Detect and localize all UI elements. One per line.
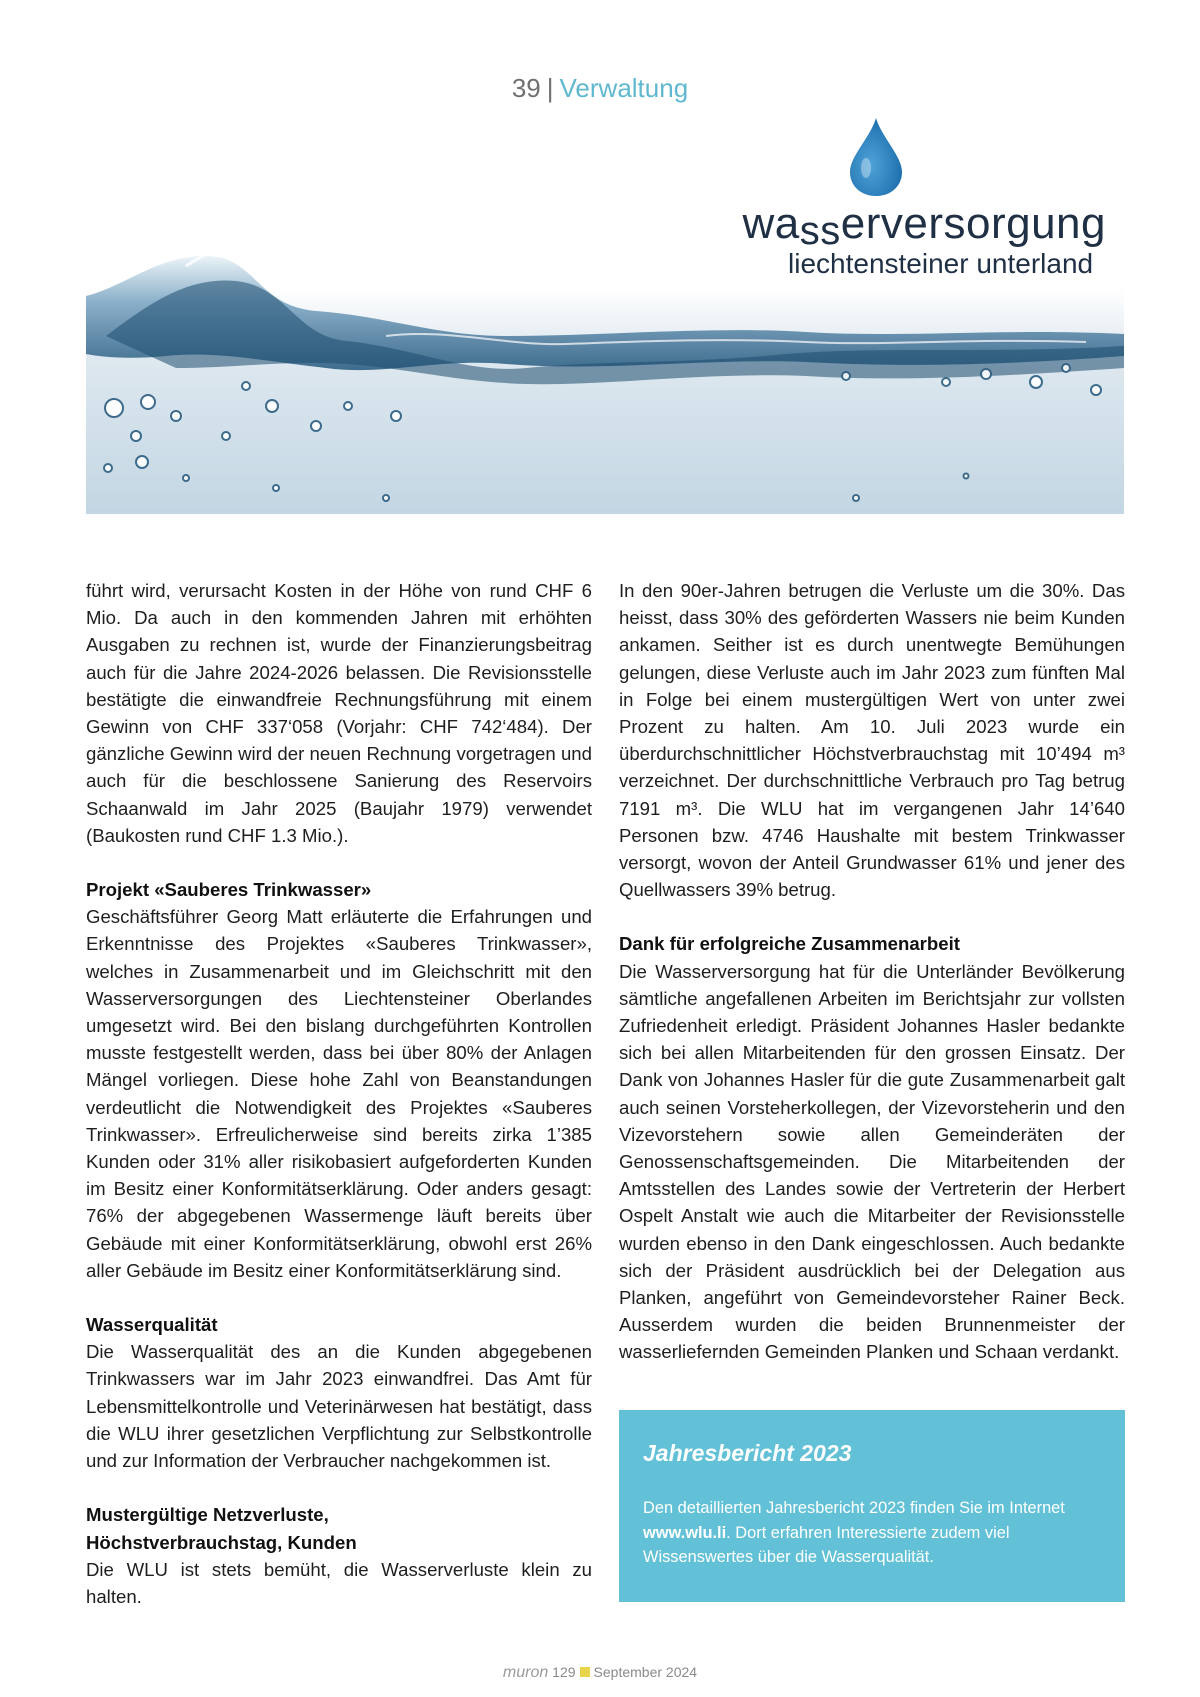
header-separator: | xyxy=(546,73,554,103)
infobox-text-after: . Dort erfahren Interessierte zudem viel Wissenswertes über die Wasserqualität. xyxy=(643,1523,1010,1566)
water-drop-icon xyxy=(846,116,906,198)
heading-thanks: Dank für erfolgreiche Zusammenarbeit xyxy=(619,933,960,955)
hero-image xyxy=(86,106,1124,514)
website-link[interactable]: www.wlu.li xyxy=(643,1523,727,1542)
page-footer xyxy=(0,1664,1200,1682)
infobox-title: Jahresbericht 2023 xyxy=(643,1440,852,1466)
heading-losses-line2: Höchstverbrauchstag, Kunden xyxy=(86,1531,357,1553)
logo-brand-dip: ss xyxy=(799,209,841,253)
magazine-name: muron xyxy=(502,1664,549,1681)
infobox-text xyxy=(643,1496,1093,1570)
logo-brand-tail: erversorgung xyxy=(840,199,1106,248)
infobox-text-before: Den detaillierten Jahresbericht 2023 finden Sie im Internet xyxy=(643,1499,1065,1517)
page-header xyxy=(0,72,1200,104)
logo-subtitle: liechtensteiner unterland xyxy=(788,248,1094,279)
thanks-paragraph: Die Wasserversorgung hat für die Unterländer Bevölkerung sämtliche angefallenen Arbeiten im Berichtsjahr zur vollsten Zufriedenheit erledigt. Präsident Johannes Hasler bedankte sich bei allen Mitarbeitenden für den grossen Einsatz. Der Dank von Johannes Hasler für die gute Zusammenarbeit galt auch seinen Vorsteherkollegen, der Vizevorsteherin und den Vizevorstehern sowie allen Gemeinderäten der Genossenschaftsgemeinden. Die Mitarbeitenden der Amtsstellen des Landes sowie der Vertreterin der Herbert Ospelt Anstalt wie auch die Mitarbeiter der Revisionsstelle wurden ebenso in den Dank eingeschlossen. Auch bedankte sich der Präsident ausdrücklich bei der Delegation aus Planken, angeführt von Gemeindevorsteher Rainer Beck. Ausserdem wurden die beiden Brunnenmeister der wasserliefernden Gemeinden Planken und Schaan verdankt. xyxy=(619,960,1125,1363)
wlu-logo xyxy=(706,116,1124,286)
issue-date: September 2024 xyxy=(593,1664,698,1680)
losses-continued-paragraph: In den 90er-Jahren betrugen die Verluste um die 30%. Das heisst, dass 30% des geförderten Wassers nie beim Kunden ankamen. Seither ist es durch unentwegte Bemühungen gelungen, diese Verluste auch im Jahr 2023 zum fünften Mal in Folge bei einem mustergültigen Wert von unter zwei Prozent zu halten. Am 10. Juli 2023 wurde ein überdurchschnittlicher Höchstverbrauchstag mit 10’494 m³ verzeichnet. Der durchschnittliche Verbrauch pro Tag betrug 7191 m³. Die WLU hat im vergangenen Jahr 14’640 Personen bzw. 4746 Haushalte mit bestem Trinkwasser versorgt, wovon der Anteil Grundwasser 61% und jener des Quellwassers 39% betrug. xyxy=(619,580,1125,901)
heading-project: Projekt «Sauberes Trinkwasser» xyxy=(86,879,372,901)
right-column xyxy=(619,577,1125,1366)
footer-square-icon xyxy=(580,1667,590,1677)
project-paragraph: Geschäftsführer Georg Matt erläuterte die Erfahrungen und Erkenntnisse des Projektes «Sauberes Trinkwasser», welches in Zusammenarbeit und im Gleichschritt mit den Wasserversorgungen des Liechtensteiner Oberlandes umgesetzt wird. Bei den bislang durchgeführten Kontrollen musste festgestellt werden, dass bei über 80% der Anlagen Mängel vorliegen. Diese hohe Zahl von Beanstandungen verdeutlicht die Notwendigkeit des Projektes «Sauberes Trinkwasser». Erfreulicherweise sind bereits zirka 1’385 Kunden oder 31% aller risikobasiert aufgeforderten Kunden im Besitz einer Konformitätserklärung. Oder anders gesagt: 76% der abgegebenen Wassermenge läuft bereits über Gebäude mit einer Konformitätserklärung, obwohl erst 26% aller Gebäude im Besitz einer Konformitätserklärung sind. xyxy=(86,906,592,1281)
section-title: Verwaltung xyxy=(559,73,689,103)
left-column xyxy=(86,577,592,1610)
logo-brand xyxy=(706,199,1106,253)
logo-brand-lead: wa xyxy=(742,199,800,248)
quality-paragraph: Die Wasserqualität des an die Kunden abgegebenen Trinkwassers war im Jahr 2023 einwandfrei. Das Amt für Lebensmittelkontrolle und Veterinärwesen hat bestätigt, dass die WLU ihrer gesetzlichen Verpflichtung zur Selbstkontrolle und zur Information der Verbraucher nachgekommen ist. xyxy=(86,1341,592,1472)
issue-number: 129 xyxy=(552,1664,576,1680)
page-number: 39 xyxy=(511,73,541,103)
intro-paragraph: führt wird, verursacht Kosten in der Höhe von rund CHF 6 Mio. Da auch in den kommenden Jahren mit erhöhten Ausgaben zu rechnen ist, wurde der Finanzierungsbeitrag auch für die Jahre 2024-2026 belassen. Die Revisionsstelle bestätigte die einwandfreie Rechnungsführung mit einem Gewinn von CHF 337‘058 (Vorjahr: CHF 742‘484). Der gänzliche Gewinn wird der neuen Rechnung vorgetragen und auch für die beschlossene Sanierung des Reservoirs Schaanwald im Jahr 2025 (Baujahr 1979) verwendet (Baukosten rund CHF 1.3 Mio.). xyxy=(86,580,592,846)
losses-paragraph: Die WLU ist stets bemüht, die Wasserverluste klein zu halten. xyxy=(86,1558,592,1607)
heading-quality: Wasserqualität xyxy=(86,1314,218,1336)
annual-report-infobox xyxy=(619,1410,1125,1602)
heading-losses-line1: Mustergültige Netzverluste, xyxy=(86,1504,329,1526)
